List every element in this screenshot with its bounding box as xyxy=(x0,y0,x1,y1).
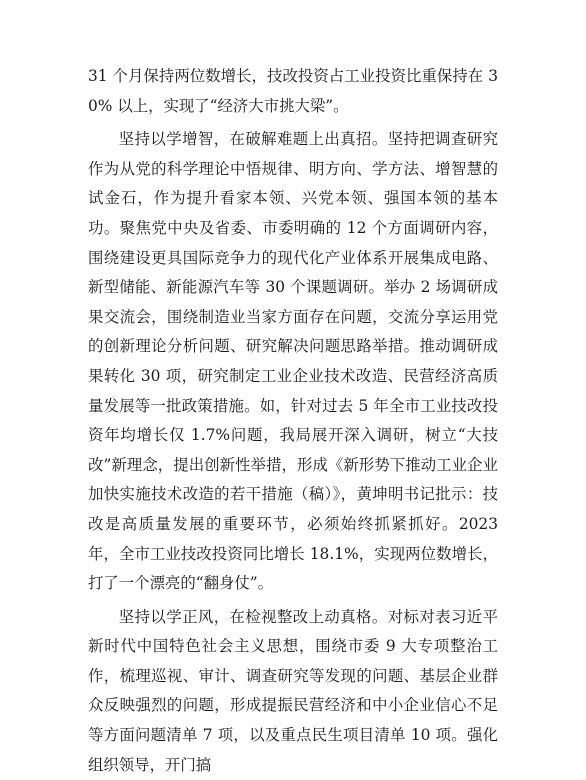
paragraph-learning-wisdom: 坚持以学增智，在破解难题上出真招。坚持把调查研究作为从党的科学理论中悟规律、明方向、学方法、增智慧的试金石，作为提升看家本领、兴党本领、强国本领的基本功。聚焦党中央及省委、市委明确的 12 个方面调研内容，围绕建设更具国际竞争力的现代化产业体系开展集成电路、新型储能、新能源汽车等 30 个课题调研。举办 2 场调研成果交流会，围绕制造业当家方面存在问题，交流分享运用党的创新理论分析问题、研究解决问题思路举措。推动调研成果转化 30 项，研究制定工业企业技术改造、民营经济高质量发展等一批政策措施。如，针对过去 5 年全市工业技改投资年均增长仅 1.7%问题，我局展开深入调研，树立“大技改”新理念，提出创新性举措，形成《新形势下推动工业企业加快实施技术改造的若干措施（稿）》，黄坤明书记批示：技改是高质量发展的重要环节，必须始终抓紧抓好。2023 年，全市工业技改投资同比增长 18.1%，实现两位数增长，打了一个漂亮的“翻身仗”。 xyxy=(88,130,498,593)
paragraph-continuation: 31 个月保持两位数增长，技改投资占工业投资比重保持在 30% 以上，实现了“经济大市挑大梁”。 xyxy=(88,67,498,115)
document-body xyxy=(88,62,498,780)
paragraph-learning-conduct: 坚持以学正风，在检视整改上动真格。对标对表习近平新时代中国特色社会主义思想，围绕市委 9 大专项整治工作，梳理巡视、审计、调查研究等发现的问题、基层企业群众反映强烈的问题，形成提振民营经济和中小企业信心不足等方面问题清单 7 项，以及重点民生项目清单 10 项。强化组织领导，开门搞 xyxy=(88,607,498,774)
